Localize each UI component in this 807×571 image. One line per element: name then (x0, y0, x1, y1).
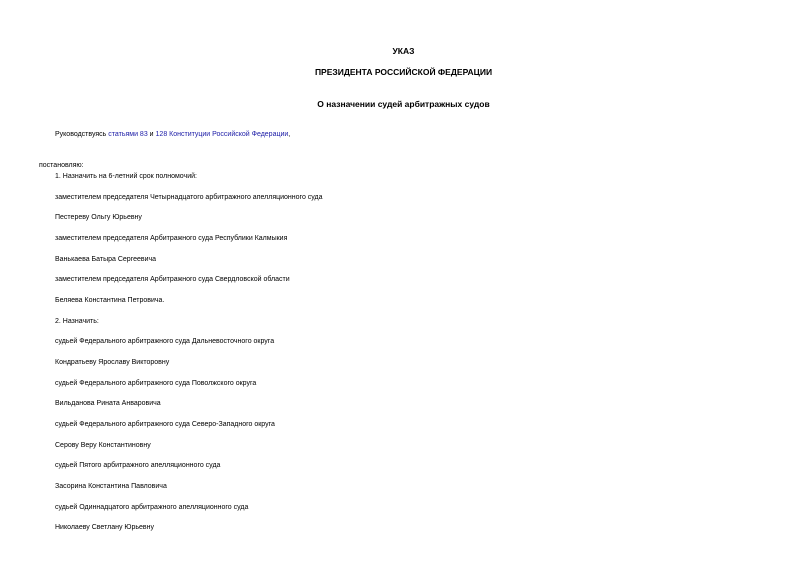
position-paragraph: судьей Федерального арбитражного суда Северо-Западного округа (55, 421, 275, 428)
position-paragraph: судьей Федерального арбитражного суда Поволжского округа (55, 380, 257, 387)
appointee-name: Засорина Константина Павловича (55, 483, 167, 490)
document-title: О назначении судей арбитражных судов (317, 99, 490, 109)
position-paragraph: заместителем председателя Четырнадцатого арбитражного апелляционного суда (55, 194, 323, 201)
position-paragraph: заместителем председателя Арбитражного суда Республики Калмыкия (55, 235, 288, 242)
appointee-name: Николаеву Светлану Юрьевну (55, 524, 155, 531)
position-paragraph: судьей Одиннадцатого арбитражного апелляционного суда (55, 504, 249, 511)
clause-1-heading: 1. Назначить на 6-летний срок полномочий: (55, 173, 197, 180)
position-paragraph: судьей Пятого арбитражного апелляционного суда (55, 462, 221, 469)
appointee-name: Беляева Константина Петровича. (55, 297, 165, 304)
appointee-name: Вильданова Рината Анваровича (55, 400, 161, 407)
clause-2-heading: 2. Назначить: (55, 318, 99, 325)
appointee-name: Ванькаева Батыра Сергеевича (55, 256, 157, 263)
preamble-prefix: Руководствуясь (55, 131, 109, 138)
preamble-suffix: , (288, 131, 291, 138)
preamble (55, 130, 290, 139)
appointee-name: Кондратьеву Ярославу Викторовну (55, 359, 170, 366)
position-paragraph: заместителем председателя Арбитражного суда Свердловской области (55, 276, 290, 283)
link-article-83[interactable]: статьями 83 (108, 131, 148, 138)
link-article-128-constitution[interactable]: 128 Конституции Российской Федерации (155, 131, 289, 138)
decree-verb: постановляю: (39, 162, 84, 169)
preamble-middle: и (147, 131, 156, 138)
position-paragraph: судьей Федерального арбитражного суда Дальневосточного округа (55, 338, 275, 345)
appointee-name: Пестереву Ольгу Юрьевну (55, 214, 142, 221)
appointee-name: Серову Веру Константиновну (55, 442, 151, 449)
issuer-heading: ПРЕЗИДЕНТА РОССИЙСКОЙ ФЕДЕРАЦИИ (314, 67, 493, 77)
decree-type-heading: УКАЗ (392, 46, 415, 56)
